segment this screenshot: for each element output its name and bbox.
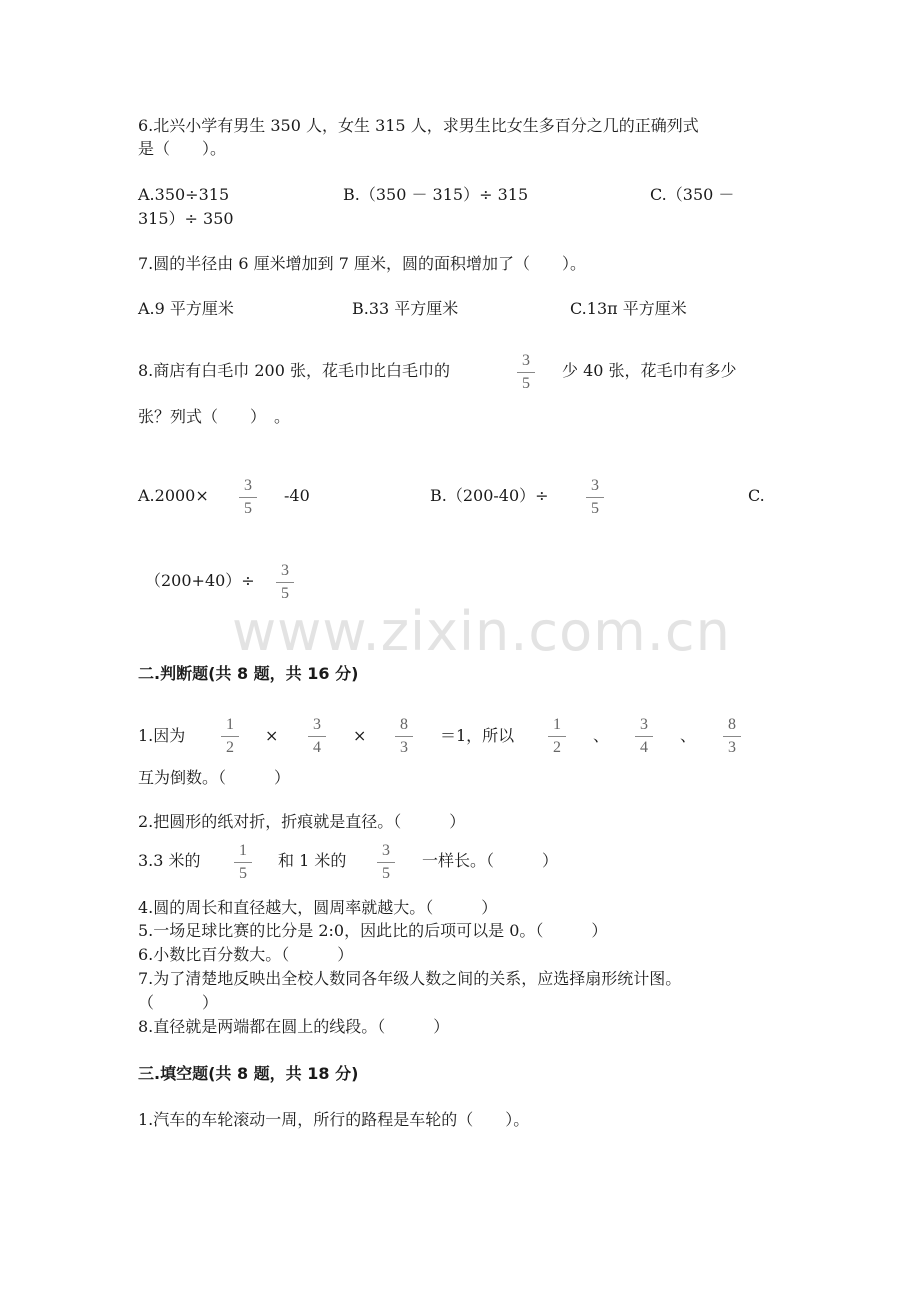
q7-text: 7.圆的半径由 6 厘米增加到 7 厘米，圆的面积增加了（ ）。 xyxy=(138,254,586,273)
q8-option-a-post: -40 xyxy=(284,486,310,505)
j1-fraction-1 xyxy=(220,716,240,757)
q8-option-b-pre: B.（200-40）÷ xyxy=(430,486,549,505)
q6-option-a: A.350÷315 xyxy=(138,185,230,204)
q7-option-c: C.13π 平方厘米 xyxy=(570,299,687,318)
denominator: 5 xyxy=(522,375,530,392)
j1-text-line2: 互为倒数。（ ） xyxy=(138,768,291,787)
j1-fraction-4 xyxy=(547,716,567,757)
q7-option-a: A.9 平方厘米 xyxy=(138,299,234,318)
numerator: 1 xyxy=(226,716,234,733)
j1-times-2: × xyxy=(353,726,367,745)
fraction-bar xyxy=(395,736,413,737)
q8-fraction xyxy=(516,352,536,393)
denominator: 4 xyxy=(313,739,321,756)
j1-label: 1.因为 xyxy=(138,726,186,745)
fraction-bar xyxy=(276,582,294,583)
fraction-bar xyxy=(308,736,326,737)
j3-post: 一样长。（ ） xyxy=(422,851,559,870)
denominator: 2 xyxy=(553,739,561,756)
denominator: 5 xyxy=(591,500,599,517)
q6-option-b: B.（350 － 315）÷ 315 xyxy=(343,185,529,204)
denominator: 3 xyxy=(728,739,736,756)
fraction-bar xyxy=(221,736,239,737)
q6-option-c-line2: 315）÷ 350 xyxy=(138,209,234,228)
numerator: 8 xyxy=(400,716,408,733)
j1-fraction-6 xyxy=(722,716,742,757)
q6-option-c-line1: C.（350 － xyxy=(650,185,735,204)
j3-mid: 和 1 米的 xyxy=(278,851,347,870)
denominator: 2 xyxy=(226,739,234,756)
fill1-text: 1.汽车的车轮滚动一周，所行的路程是车轮的（ ）。 xyxy=(138,1110,530,1129)
fraction-bar xyxy=(586,497,604,498)
q8-text-line2: 张？列式（ ） 。 xyxy=(138,407,291,426)
section2-heading: 二.判断题(共 8 题，共 16 分) xyxy=(138,664,359,683)
numerator: 1 xyxy=(239,842,247,859)
j2-text: 2.把圆形的纸对折，折痕就是直径。（ ） xyxy=(138,812,466,831)
j5-text: 5.一场足球比赛的比分是 2:0，因此比的后项可以是 0。（ ） xyxy=(138,921,608,940)
denominator: 3 xyxy=(400,739,408,756)
fraction-bar xyxy=(377,862,395,863)
fraction-bar xyxy=(723,736,741,737)
denominator: 5 xyxy=(244,500,252,517)
denominator: 5 xyxy=(239,865,247,882)
j1-fraction-3 xyxy=(394,716,414,757)
j8-text: 8.直径就是两端都在圆上的线段。（ ） xyxy=(138,1017,450,1036)
numerator: 3 xyxy=(244,477,252,494)
fraction-bar xyxy=(239,497,257,498)
j1-times-1: × xyxy=(265,726,279,745)
numerator: 3 xyxy=(591,477,599,494)
fraction-bar xyxy=(234,862,252,863)
j7-text-line2: （ ） xyxy=(138,993,219,1012)
j4-text: 4.圆的周长和直径越大，圆周率就越大。（ ） xyxy=(138,898,498,917)
denominator: 5 xyxy=(382,865,390,882)
numerator: 3 xyxy=(522,352,530,369)
denominator: 4 xyxy=(640,739,648,756)
j1-separator-1: 、 xyxy=(593,726,610,745)
j1-fraction-5 xyxy=(634,716,654,757)
denominator: 5 xyxy=(281,585,289,602)
q8-option-b-fraction xyxy=(585,477,605,518)
j1-equals: ＝1，所以 xyxy=(440,726,515,745)
j3-fraction-2 xyxy=(376,842,396,883)
q6-text-line2: 是（ ）。 xyxy=(138,139,227,158)
numerator: 3 xyxy=(281,562,289,579)
q8-option-c-label: C. xyxy=(748,486,765,505)
q8-option-c-pre: （200+40）÷ xyxy=(145,571,255,590)
numerator: 3 xyxy=(640,716,648,733)
q7-option-b: B.33 平方厘米 xyxy=(352,299,459,318)
section3-heading: 三.填空题(共 8 题，共 18 分) xyxy=(138,1064,359,1083)
numerator: 8 xyxy=(728,716,736,733)
watermark: www.zixin.com.cn xyxy=(232,600,731,663)
fraction-bar xyxy=(517,372,535,373)
q8-option-a-fraction xyxy=(238,477,258,518)
j1-separator-2: 、 xyxy=(680,726,697,745)
j1-fraction-2 xyxy=(307,716,327,757)
fraction-bar xyxy=(635,736,653,737)
q8-option-c-fraction xyxy=(275,562,295,603)
q8-text-part1: 8.商店有白毛巾 200 张，花毛巾比白毛巾的 xyxy=(138,361,450,380)
numerator: 1 xyxy=(553,716,561,733)
q8-option-a-pre: A.2000× xyxy=(138,486,209,505)
fraction-bar xyxy=(548,736,566,737)
q6-text-line1: 6.北兴小学有男生 350 人，女生 315 人，求男生比女生多百分之几的正确列式 xyxy=(138,116,699,135)
j3-fraction-1 xyxy=(233,842,253,883)
numerator: 3 xyxy=(313,716,321,733)
j7-text-line1: 7.为了清楚地反映出全校人数同各年级人数之间的关系，应选择扇形统计图。 xyxy=(138,969,682,988)
q8-text-part2: 少 40 张，花毛巾有多少 xyxy=(562,361,737,380)
j3-pre: 3.3 米的 xyxy=(138,851,201,870)
j6-text: 6.小数比百分数大。（ ） xyxy=(138,945,354,964)
numerator: 3 xyxy=(382,842,390,859)
